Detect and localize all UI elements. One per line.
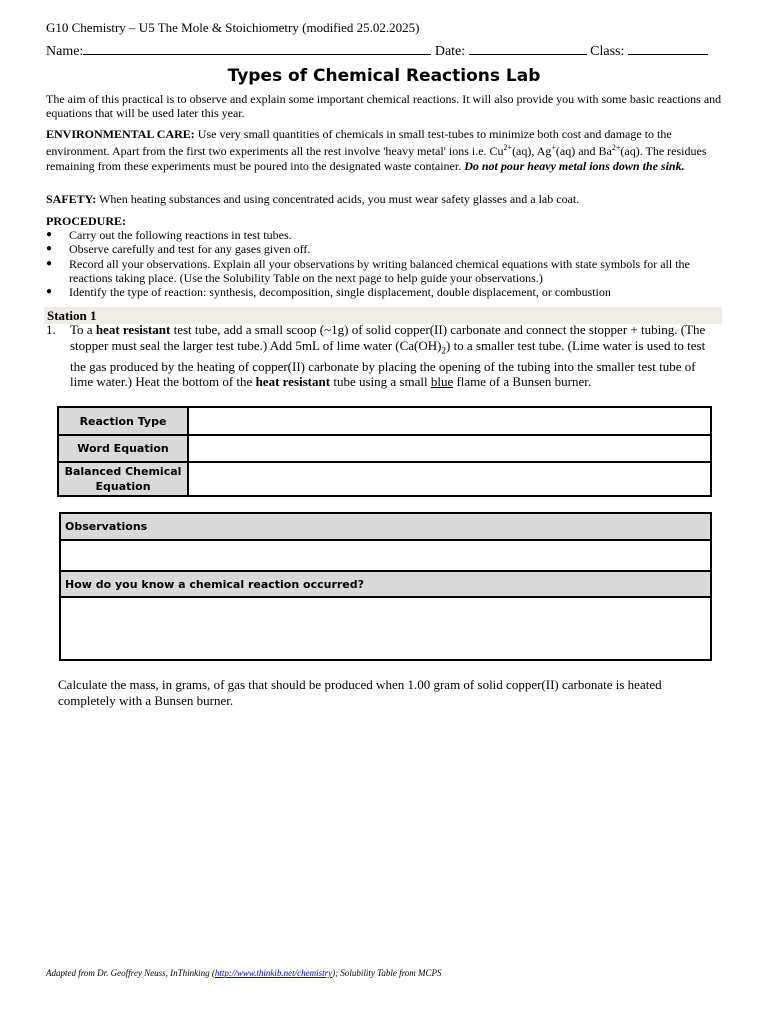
environmental-care-paragraph: ENVIRONMENTAL CARE: Use very small quantities of chemicals in small test-tubes to minimize both cost and damage to the environment. Apart from the first two experiments all the rest involve 'heavy metal' ions i.e. $Cu^{2+}(aq)$, Ag+(aq) and $Ba^{2+}(aq)$. The residues remaining from these experiments must be poured into the designated waste container. Do not pour heavy metal ions down the sink. bbox=[46, 127, 707, 173]
class-blank[interactable] bbox=[628, 42, 708, 55]
reaction-type-label: Reaction Type bbox=[58, 407, 188, 435]
date-blank[interactable] bbox=[469, 42, 587, 55]
safety-label: SAFETY: bbox=[46, 192, 97, 206]
observations-table bbox=[59, 512, 712, 661]
page-title: Types of Chemical Reactions Lab bbox=[227, 66, 541, 86]
station-title: Station 1 bbox=[47, 308, 97, 323]
balanced-equation-label: Balanced Chemical Equation bbox=[58, 462, 188, 496]
word-equation-label: Word Equation bbox=[58, 435, 188, 462]
reaction-type-cell[interactable] bbox=[188, 407, 711, 435]
observations-label: Observations bbox=[60, 513, 711, 540]
procedure-item: ● Observe carefully and test for any gases given off. bbox=[46, 242, 722, 256]
footer-link[interactable]: http://www.thinkib.net/chemistry bbox=[214, 968, 333, 978]
environmental-care-label: ENVIRONMENTAL CARE: bbox=[46, 127, 195, 141]
procedure-item: ● Identify the type of reaction: synthesis, decomposition, single displacement, double displacement, or combustion bbox=[46, 285, 722, 299]
observations-cell[interactable] bbox=[60, 540, 711, 571]
name-blank[interactable] bbox=[83, 42, 431, 55]
word-equation-cell[interactable] bbox=[188, 435, 711, 462]
reaction-evidence-label: How do you know a chemical reaction occurred? bbox=[60, 571, 711, 597]
heavy-metal-warning: Do not pour heavy metal ions down the sink. bbox=[464, 158, 685, 173]
aim-paragraph: The aim of this practical is to observe and explain some important chemical reactions. It will also provide you with some basic reactions and equations that will be used later this year. bbox=[46, 92, 722, 121]
station-step bbox=[46, 322, 718, 390]
procedure-list bbox=[46, 228, 722, 299]
date-label: Date: bbox=[434, 44, 466, 59]
reaction-evidence-cell[interactable] bbox=[60, 597, 711, 660]
document-header: G10 Chemistry – U5 The Mole & Stoichiometry (modified 25.02.2025) bbox=[46, 20, 420, 35]
name-label: Name: bbox=[46, 44, 84, 59]
procedure-item: ● Record all your observations. Explain all your observations by writing balanced chemical equations with state symbols for all the reactions taking place. (Use the Solubility Table on the next page to help guide your observations.) bbox=[46, 257, 722, 286]
student-info-line bbox=[46, 42, 716, 60]
footer-attribution: Adapted from Dr. Geoffrey Neuss, InThinking (http://www.thinkib.net/chemistry); Solubility Table from MCPS bbox=[46, 968, 442, 978]
calculation-question: Calculate the mass, in grams, of gas that should be produced when 1.00 gram of solid copper(II) carbonate is heated completely with a Bunsen burner. bbox=[58, 677, 662, 708]
step-number: 1. bbox=[46, 322, 56, 337]
reaction-table bbox=[57, 406, 712, 497]
safety-paragraph: SAFETY: When heating substances and using concentrated acids, you must wear safety glasses and a lab coat. bbox=[46, 192, 580, 206]
procedure-item: ● Carry out the following reactions in test tubes. bbox=[46, 228, 722, 242]
step-text: To a heat resistant test tube, add a small scoop (~1g) of solid copper(II) carbonate and connect the stopper + tubing. (The stopper must seal the larger test tube.) Add 5mL of lime water $(Ca(OH)_2)$ to a smaller test tube. (Lime water is used to test the gas produced by the heating of copper(II) carbonate by placing the opening of the tubing into the smaller test tube of lime water.) Heat the bottom of the heat resistant tube using a small blue flame of a Bunsen burner. bbox=[70, 322, 706, 390]
class-label: Class: bbox=[590, 44, 625, 59]
procedure-heading: PROCEDURE: bbox=[46, 214, 126, 228]
balanced-equation-cell[interactable] bbox=[188, 462, 711, 496]
